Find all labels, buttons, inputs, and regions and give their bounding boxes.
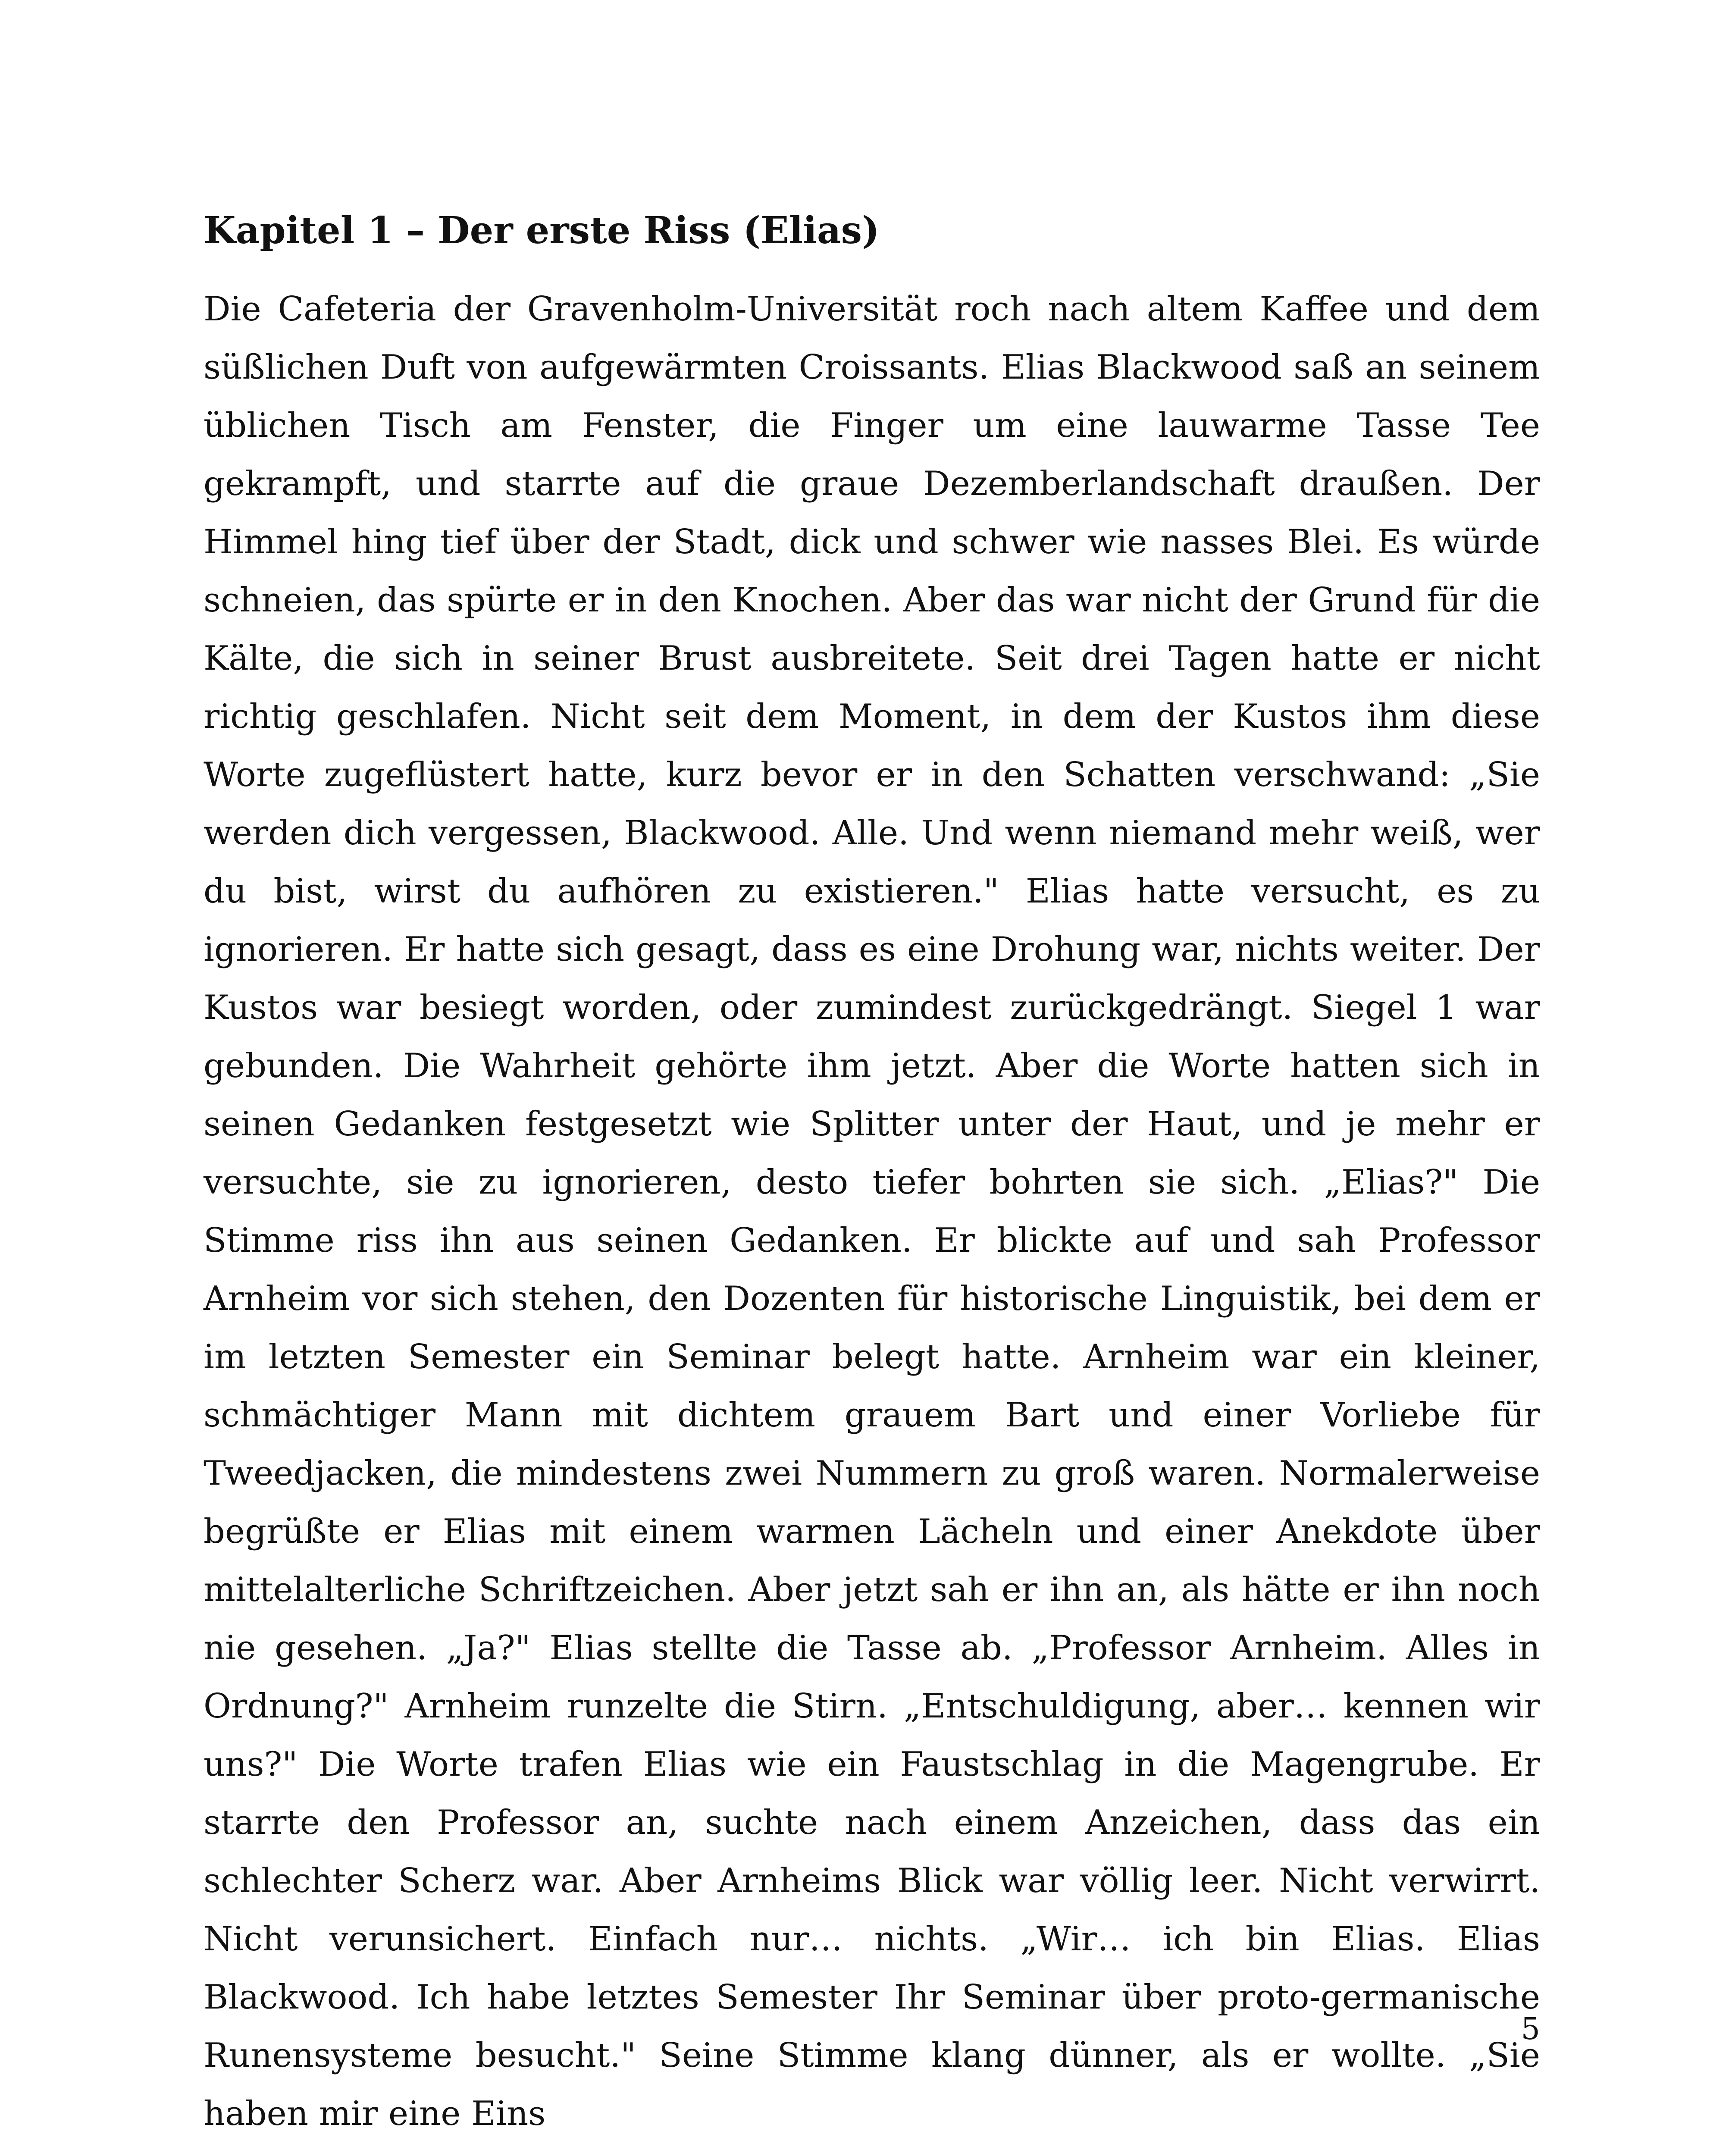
chapter-text-block (204, 198, 1540, 2143)
chapter-body-paragraph: Die Cafeteria der Gravenholm-Universität roch nach altem Kaffee und dem süßlichen Duft von aufgewärmten Croissants. Elias Blackwood saß an seinem üblichen Tisch am Fenster, die Finger um eine lauwarme Tasse Tee gekrampft, und starrte auf die graue Dezemberlandschaft draußen. Der Himmel hing tief über der Stadt, dick und schwer wie nasses Blei. Es würde schneien, das spürte er in den Knochen. Aber das war nicht der Grund für die Kälte, die sich in seiner Brust ausbreitete. Seit drei Tagen hatte er nicht richtig geschlafen. Nicht seit dem Moment, in dem der Kustos ihm diese Worte zugeflüstert hatte, kurz bevor er in den Schatten verschwand: „Sie werden dich vergessen, Blackwood. Alle. Und wenn niemand mehr weiß, wer du bist, wirst du aufhören zu existieren." Elias hatte versucht, es zu ignorieren. Er hatte sich gesagt, dass es eine Drohung war, nichts weiter. Der Kustos war besiegt worden, oder zumindest zurückgedrängt. Siegel 1 war gebunden. Die Wahrheit gehörte ihm jetzt. Aber die Worte hatten sich in seinen Gedanken festgesetzt wie Splitter unter der Haut, und je mehr er versuchte, sie zu ignorieren, desto tiefer bohrten sie sich. „Elias?" Die Stimme riss ihn aus seinen Gedanken. Er blickte auf und sah Professor Arnheim vor sich stehen, den Dozenten für historische Linguistik, bei dem er im letzten Semester ein Seminar belegt hatte. Arnheim war ein kleiner, schmächtiger Mann mit dichtem grauem Bart und einer Vorliebe für Tweedjacken, die mindestens zwei Nummern zu groß waren. Normalerweise begrüßte er Elias mit einem warmen Lächeln und einer Anekdote über mittelalterliche Schriftzeichen. Aber jetzt sah er ihn an, als hätte er ihn noch nie gesehen. „Ja?" Elias stellte die Tasse ab. „Professor Arnheim. Alles in Ordnung?" Arnheim runzelte die Stirn. „Entschuldigung, aber… kennen wir uns?" Die Worte trafen Elias wie ein Faustschlag in die Magengrube. Er starrte den Professor an, suchte nach einem Anzeichen, dass das ein schlechter Scherz war. Aber Arnheims Blick war völlig leer. Nicht verwirrt. Nicht verunsichert. Einfach nur… nichts. „Wir… ich bin Elias. Elias Blackwood. Ich habe letztes Semester Ihr Seminar über proto-germanische Runensysteme besucht." Seine Stimme klang dünner, als er wollte. „Sie haben mir eine Eins (204, 290, 1540, 2133)
chapter-title: Kapitel 1 – Der erste Riss (Elias) (204, 209, 880, 252)
page-number: 5 (1521, 2011, 1540, 2046)
